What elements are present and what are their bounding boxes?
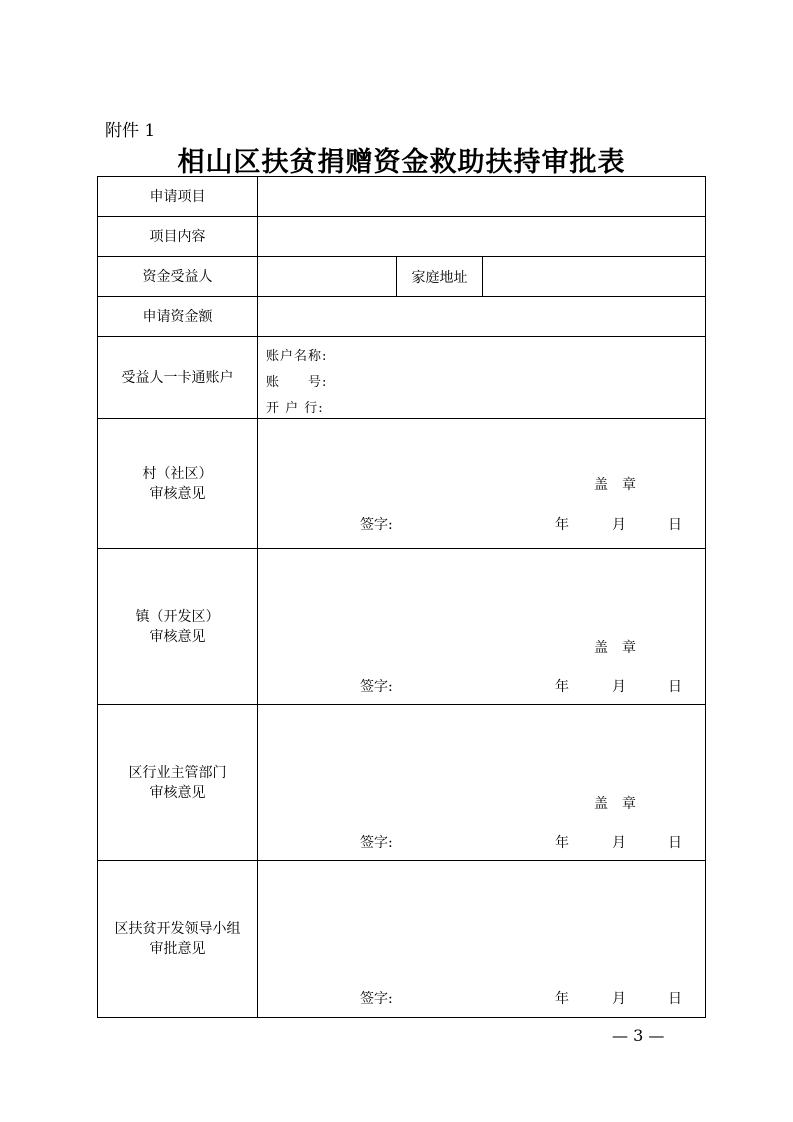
year-label: 年 [555, 679, 569, 695]
approval-department-field[interactable] [258, 705, 705, 860]
label-line2: 审核意见 [149, 485, 206, 502]
amount-field[interactable] [258, 297, 705, 336]
day-label: 日 [668, 991, 682, 1007]
approval-town-label [98, 549, 258, 704]
approval-leading-group-field[interactable] [258, 861, 705, 1017]
approval-town [98, 549, 705, 705]
approval-department-label [98, 705, 258, 860]
row-application-item [98, 177, 705, 217]
page-number: — 3 — [612, 1026, 665, 1045]
sign-label: 签字: [360, 835, 393, 851]
card-account-field [258, 337, 705, 418]
home-address-label: 家庭地址 [396, 257, 483, 296]
row-beneficiary [98, 257, 705, 297]
beneficiary-label: 资金受益人 [98, 257, 258, 296]
attachment-label: 附件 1 [105, 121, 156, 141]
approval-village [98, 419, 705, 549]
year-label: 年 [555, 835, 569, 851]
day-label: 日 [668, 679, 682, 695]
seal-label: 盖 章 [594, 640, 636, 656]
approval-leading-group [98, 861, 705, 1017]
label-line2: 审核意见 [149, 628, 206, 645]
approval-leading-group-label [98, 861, 258, 1017]
approval-department [98, 705, 705, 861]
label-line1: 区行业主管部门 [128, 764, 227, 781]
approval-village-field[interactable] [258, 419, 705, 548]
row-amount [98, 297, 705, 337]
label-line2: 审核意见 [149, 784, 206, 801]
seal-label: 盖 章 [594, 796, 636, 812]
approval-town-field[interactable] [258, 549, 705, 704]
approval-form-table [97, 176, 706, 1018]
label-line1: 村（社区） [142, 465, 213, 482]
month-label: 月 [612, 679, 626, 695]
row-item-content [98, 217, 705, 257]
item-content-field[interactable] [258, 217, 705, 256]
sign-label: 签字: [360, 679, 393, 695]
label-line1: 区扶贫开发领导小组 [114, 921, 241, 937]
application-item-label: 申请项目 [98, 177, 258, 216]
bank-label: 开 户 行: [266, 401, 324, 416]
sign-label: 签字: [360, 517, 393, 533]
account-name-label: 账户名称: [266, 349, 328, 364]
row-card-account [98, 337, 705, 419]
amount-label: 申请资金额 [98, 297, 258, 336]
page-title: 相山区扶贫捐赠资金救助扶持审批表 [177, 147, 626, 178]
seal-label: 盖 章 [594, 477, 636, 493]
year-label: 年 [555, 991, 569, 1007]
card-account-label: 受益人一卡通账户 [98, 337, 258, 418]
application-item-field[interactable] [258, 177, 705, 216]
month-label: 月 [612, 835, 626, 851]
label-line2: 审批意见 [149, 941, 206, 957]
month-label: 月 [612, 991, 626, 1007]
day-label: 日 [668, 835, 682, 851]
beneficiary-field[interactable] [258, 257, 396, 296]
year-label: 年 [555, 517, 569, 533]
month-label: 月 [612, 517, 626, 533]
approval-village-label [98, 419, 258, 548]
label-line1: 镇（开发区） [135, 608, 220, 625]
day-label: 日 [668, 517, 682, 533]
item-content-label: 项目内容 [98, 217, 258, 256]
sign-label: 签字: [360, 991, 393, 1007]
home-address-field[interactable] [483, 257, 705, 296]
account-number-label: 账 号: [266, 375, 328, 390]
